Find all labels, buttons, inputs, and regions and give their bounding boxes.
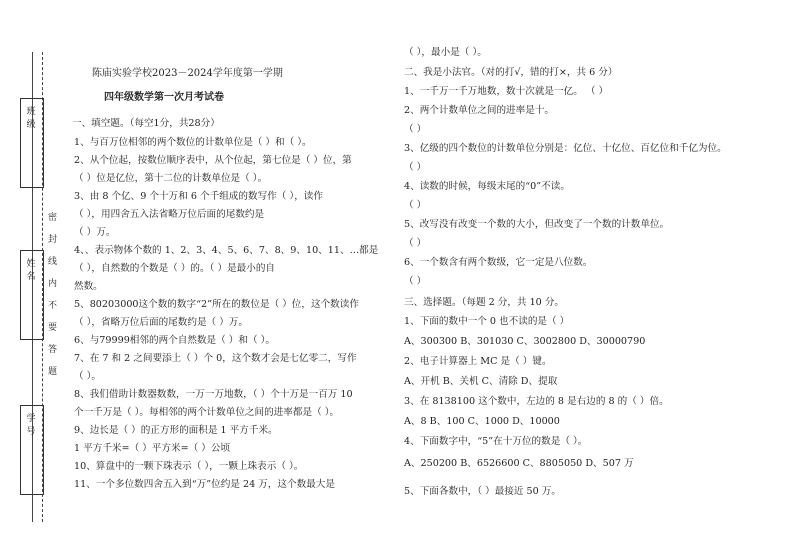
id-label-char: 号 (26, 427, 36, 437)
question-line: 个一千万是（ ）。每相邻的两个计数单位之间的进率都是（ ）。 (74, 407, 340, 418)
question-line: （ ）。 (74, 371, 102, 382)
class-label-char: 级 (26, 120, 36, 130)
question-line: 2、两个计数单位之间的进率是十。 (404, 105, 555, 116)
class-label (25, 104, 37, 130)
question-line: 2、电子计算器上 MC 是（ ）键。 (404, 356, 552, 367)
question-line: 4、读数的时候，每级末尾的“0”不读。 (404, 181, 570, 192)
answer-blank: （ ） (404, 276, 427, 287)
question-line: 8、我们借助计数器数数，一万一万地数，（ ）个十万是一百万 10 (74, 389, 353, 400)
question-line: 2、从个位起，按数位顺序表中，从个位起，第七位是（ ）位，第 (74, 155, 352, 166)
name-label-char: 姓 (26, 259, 36, 269)
question-line: （ ），最小是（ ）。 (404, 47, 487, 58)
options-line: A、250200 B、6526600 C、8805050 D、507 万 (404, 458, 634, 469)
question-line: 1、一千万一千万地数，数十次就是一亿。 （ ） (404, 86, 609, 97)
seal-char: 封 (48, 235, 58, 245)
question-line: 9、边长是（ ）的正方形的面积是 1 平方千米。 (74, 425, 278, 436)
question-line: （ ）万。 (74, 227, 116, 238)
question-line: 3、在 8138100 这个数中，左边的 8 是右边的 8 的（ ）倍。 (404, 396, 669, 407)
question-line: 7、在 7 和 2 之间要添上（ ）个 0，这个数才会是七亿零二，写作 (74, 353, 357, 364)
question-line: 5、下面各数中，（ ）最接近 50 万。 (404, 486, 561, 497)
question-line: 5、80203000这个数的数字“2”所在的数位是（ ）位，这个数读作 (74, 299, 359, 310)
question-line: （ ），用四舍五入法省略万位后面的尾数约是 (74, 209, 265, 220)
seal-char: 答 (48, 345, 58, 355)
name-label (25, 256, 37, 282)
seal-char: 密 (48, 213, 58, 223)
id-label-char: 学 (26, 414, 36, 424)
options-line: A、300300 B、301030 C、3002800 D、30000790 (404, 336, 646, 347)
question-line: （ ），省略万位后面的尾数约是（ ）万。 (74, 317, 248, 328)
exam-title: 四年级数学第一次月考试卷 (104, 92, 224, 103)
question-line: （ ），自然数的个数是（ ）的。（ ）是最小的自 (74, 263, 276, 274)
name-label-char: 名 (26, 272, 36, 282)
question-line: 4、、表示物体个数的 1、2、3、4、5、6、7、8、9、10、11、…都是 (74, 245, 379, 256)
answer-blank: （ ） (404, 238, 427, 249)
question-line: 3、由 8 个亿、9 个十万和 6 个千组成的数写作（ ），读作 (74, 191, 323, 202)
answer-blank: （ ） (404, 162, 427, 173)
section-title-fill-blank: 一、填空题。（每空1分，共28分） (72, 118, 220, 129)
section-title-judge: 二、我是小法官。（对的打√，错的打×，共 6 分） (404, 67, 618, 78)
seal-char: 不 (48, 301, 58, 311)
class-label-char: 班 (26, 107, 36, 117)
question-line: 11、一个多位数四舍五入到“万”位约是 24 万，这个数最大是 (74, 479, 335, 490)
options-line: A、开机 B、关机 C、清除 D、提取 (404, 376, 558, 387)
seal-char: 内 (48, 279, 58, 289)
section-title-choice: 三、选择题。（每题 2 分，共 10 分。 (404, 297, 565, 308)
question-line: （ ）位是亿位，第十二位的计数单位是（ ）。 (74, 173, 268, 184)
question-line: 1 平方千米=（ ）平方米=（ ）公顷 (74, 443, 231, 454)
question-line: 1、与百万位相邻的两个数位的计数单位是（ ）和（ ）。 (74, 137, 312, 148)
question-line: 10、算盘中的一颗下珠表示（ ），一颗上珠表示（ ）。 (74, 461, 304, 472)
question-line: 然数。 (74, 281, 103, 292)
answer-blank: （ ） (404, 200, 427, 211)
question-line: 4、下面数字中，“5”在十万位的数是（ ）。 (404, 436, 588, 447)
seal-char: 题 (48, 367, 58, 377)
question-line: 5、改写没有改变一个数的大小，但改变了一个数的计数单位。 (404, 219, 670, 230)
school-title: 陈庙实验学校2023－2024学年度第一学期 (92, 68, 283, 79)
seal-char: 要 (48, 323, 58, 333)
question-line: 3、亿级的四个数位的计数单位分别是：亿位、十亿位、百亿位和千亿为位。 (404, 143, 727, 154)
seal-char: 线 (48, 257, 58, 267)
question-line: 6、一个数含有两个数级，它一定是八位数。 (404, 257, 593, 268)
question-line: 6、与79999相邻的两个自然数是（ ）和（ ）。 (74, 335, 276, 346)
options-line: A、8 B、100 C、1000 D、10000 (404, 416, 560, 427)
answer-blank: （ ） (404, 124, 427, 135)
question-line: 1、下面的数中一个 0 也不读的是（ ） (404, 316, 570, 327)
id-label (25, 411, 37, 437)
